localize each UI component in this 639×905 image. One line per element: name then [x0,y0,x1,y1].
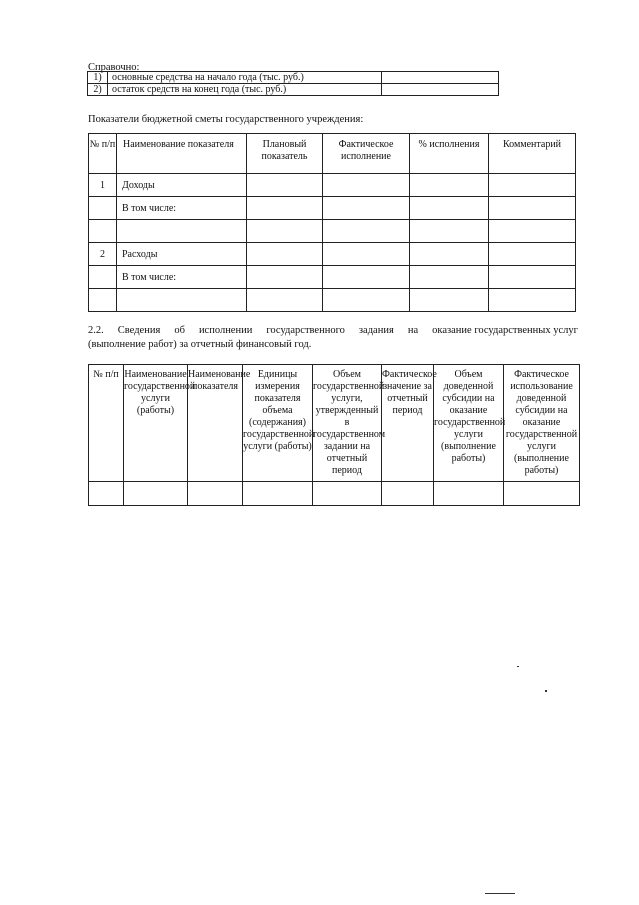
header-row [89,365,580,482]
col-header-actual: Фактическое исполнение [323,134,410,174]
cell [489,197,576,220]
heading-word: исполнении [198,325,253,336]
row-number: 1) [88,72,108,84]
row-text: остаток средств на конец года (тыс. руб.) [108,84,382,96]
row-name [117,289,247,312]
cell [247,174,323,197]
scan-mark [485,893,515,894]
cell [323,220,410,243]
cell [410,197,489,220]
cell [489,174,576,197]
heading-word: Сведения [117,325,161,336]
cell [247,220,323,243]
cell [313,482,382,506]
col-header-approved-volume: Объем государственной услуги, утвержденный в государственном задании на отчетный период [313,365,382,482]
cell [489,220,576,243]
row-number: 2) [88,84,108,96]
section-heading [88,324,578,352]
col-header-actual-value: Фактическое значение за отчетный период [382,365,434,482]
value-cell [382,84,499,96]
cell [434,482,504,506]
row-number: 2 [89,243,117,266]
row-name: Доходы [117,174,247,197]
budget-table [88,133,576,312]
cell [247,266,323,289]
cell [410,174,489,197]
cell [489,289,576,312]
budget-title: Показатели бюджетной сметы государственного учреждения: [88,114,364,125]
cell [410,243,489,266]
table-row [89,482,580,506]
value-cell [382,72,499,84]
cell [410,266,489,289]
section-heading-line2: (выполнение работ) за отчетный финансовый год. [88,339,312,350]
cell [89,482,124,506]
heading-word: задания [358,325,394,336]
table-row [89,220,576,243]
scan-mark [517,666,519,667]
reference-label: Справочно: [88,62,140,73]
cell [323,174,410,197]
row-name [117,220,247,243]
gov-task-table [88,364,580,506]
cell [323,243,410,266]
row-name: В том числе: [117,266,247,289]
cell [188,482,243,506]
cell [489,243,576,266]
cell [323,197,410,220]
cell [489,266,576,289]
cell [247,289,323,312]
row-text: основные средства на начало года (тыс. руб.) [108,72,382,84]
header-row [89,134,576,174]
col-header-service-name: Наименование государственной услуги (работы) [124,365,188,482]
col-header-units: Единицы измерения показателя объема (содержания) государственной услуги (работы) [243,365,313,482]
cell [323,266,410,289]
col-header-percent: % исполнения [410,134,489,174]
heading-word: об [174,325,185,336]
heading-word: оказание государственных услуг [432,325,578,336]
col-header-name: Наименование показателя [117,134,247,174]
heading-word: государственного [266,325,345,336]
cell [247,243,323,266]
table-row [89,174,576,197]
table-row [88,72,499,84]
cell [243,482,313,506]
table-row [88,84,499,96]
col-header-subsidy-volume: Объем доведенной субсидии на оказание государственной услуги (выполнение работы) [434,365,504,482]
row-number [89,197,117,220]
col-header-comment: Комментарий [489,134,576,174]
table-row [89,289,576,312]
row-number [89,289,117,312]
col-header-subsidy-usage: Фактическое использование доведенной субсидии на оказание государственной услуги (выполнение работы) [504,365,580,482]
section-heading-line1 [88,324,578,338]
scan-mark [545,690,547,692]
cell [410,289,489,312]
row-name: В том числе: [117,197,247,220]
cell [247,197,323,220]
row-number [89,220,117,243]
col-header-number: № п/п [89,134,117,174]
table-row [89,266,576,289]
col-header-plan: Плановый показатель [247,134,323,174]
cell [410,220,489,243]
cell [124,482,188,506]
cell [323,289,410,312]
reference-table [87,71,499,96]
cell [382,482,434,506]
row-name: Расходы [117,243,247,266]
col-header-indicator-name: Наименование показателя [188,365,243,482]
heading-word: на [407,325,419,336]
cell [504,482,580,506]
row-number [89,266,117,289]
section-number: 2.2. [88,325,104,336]
row-number: 1 [89,174,117,197]
col-header-number: № п/п [89,365,124,482]
table-row [89,197,576,220]
table-row [89,243,576,266]
